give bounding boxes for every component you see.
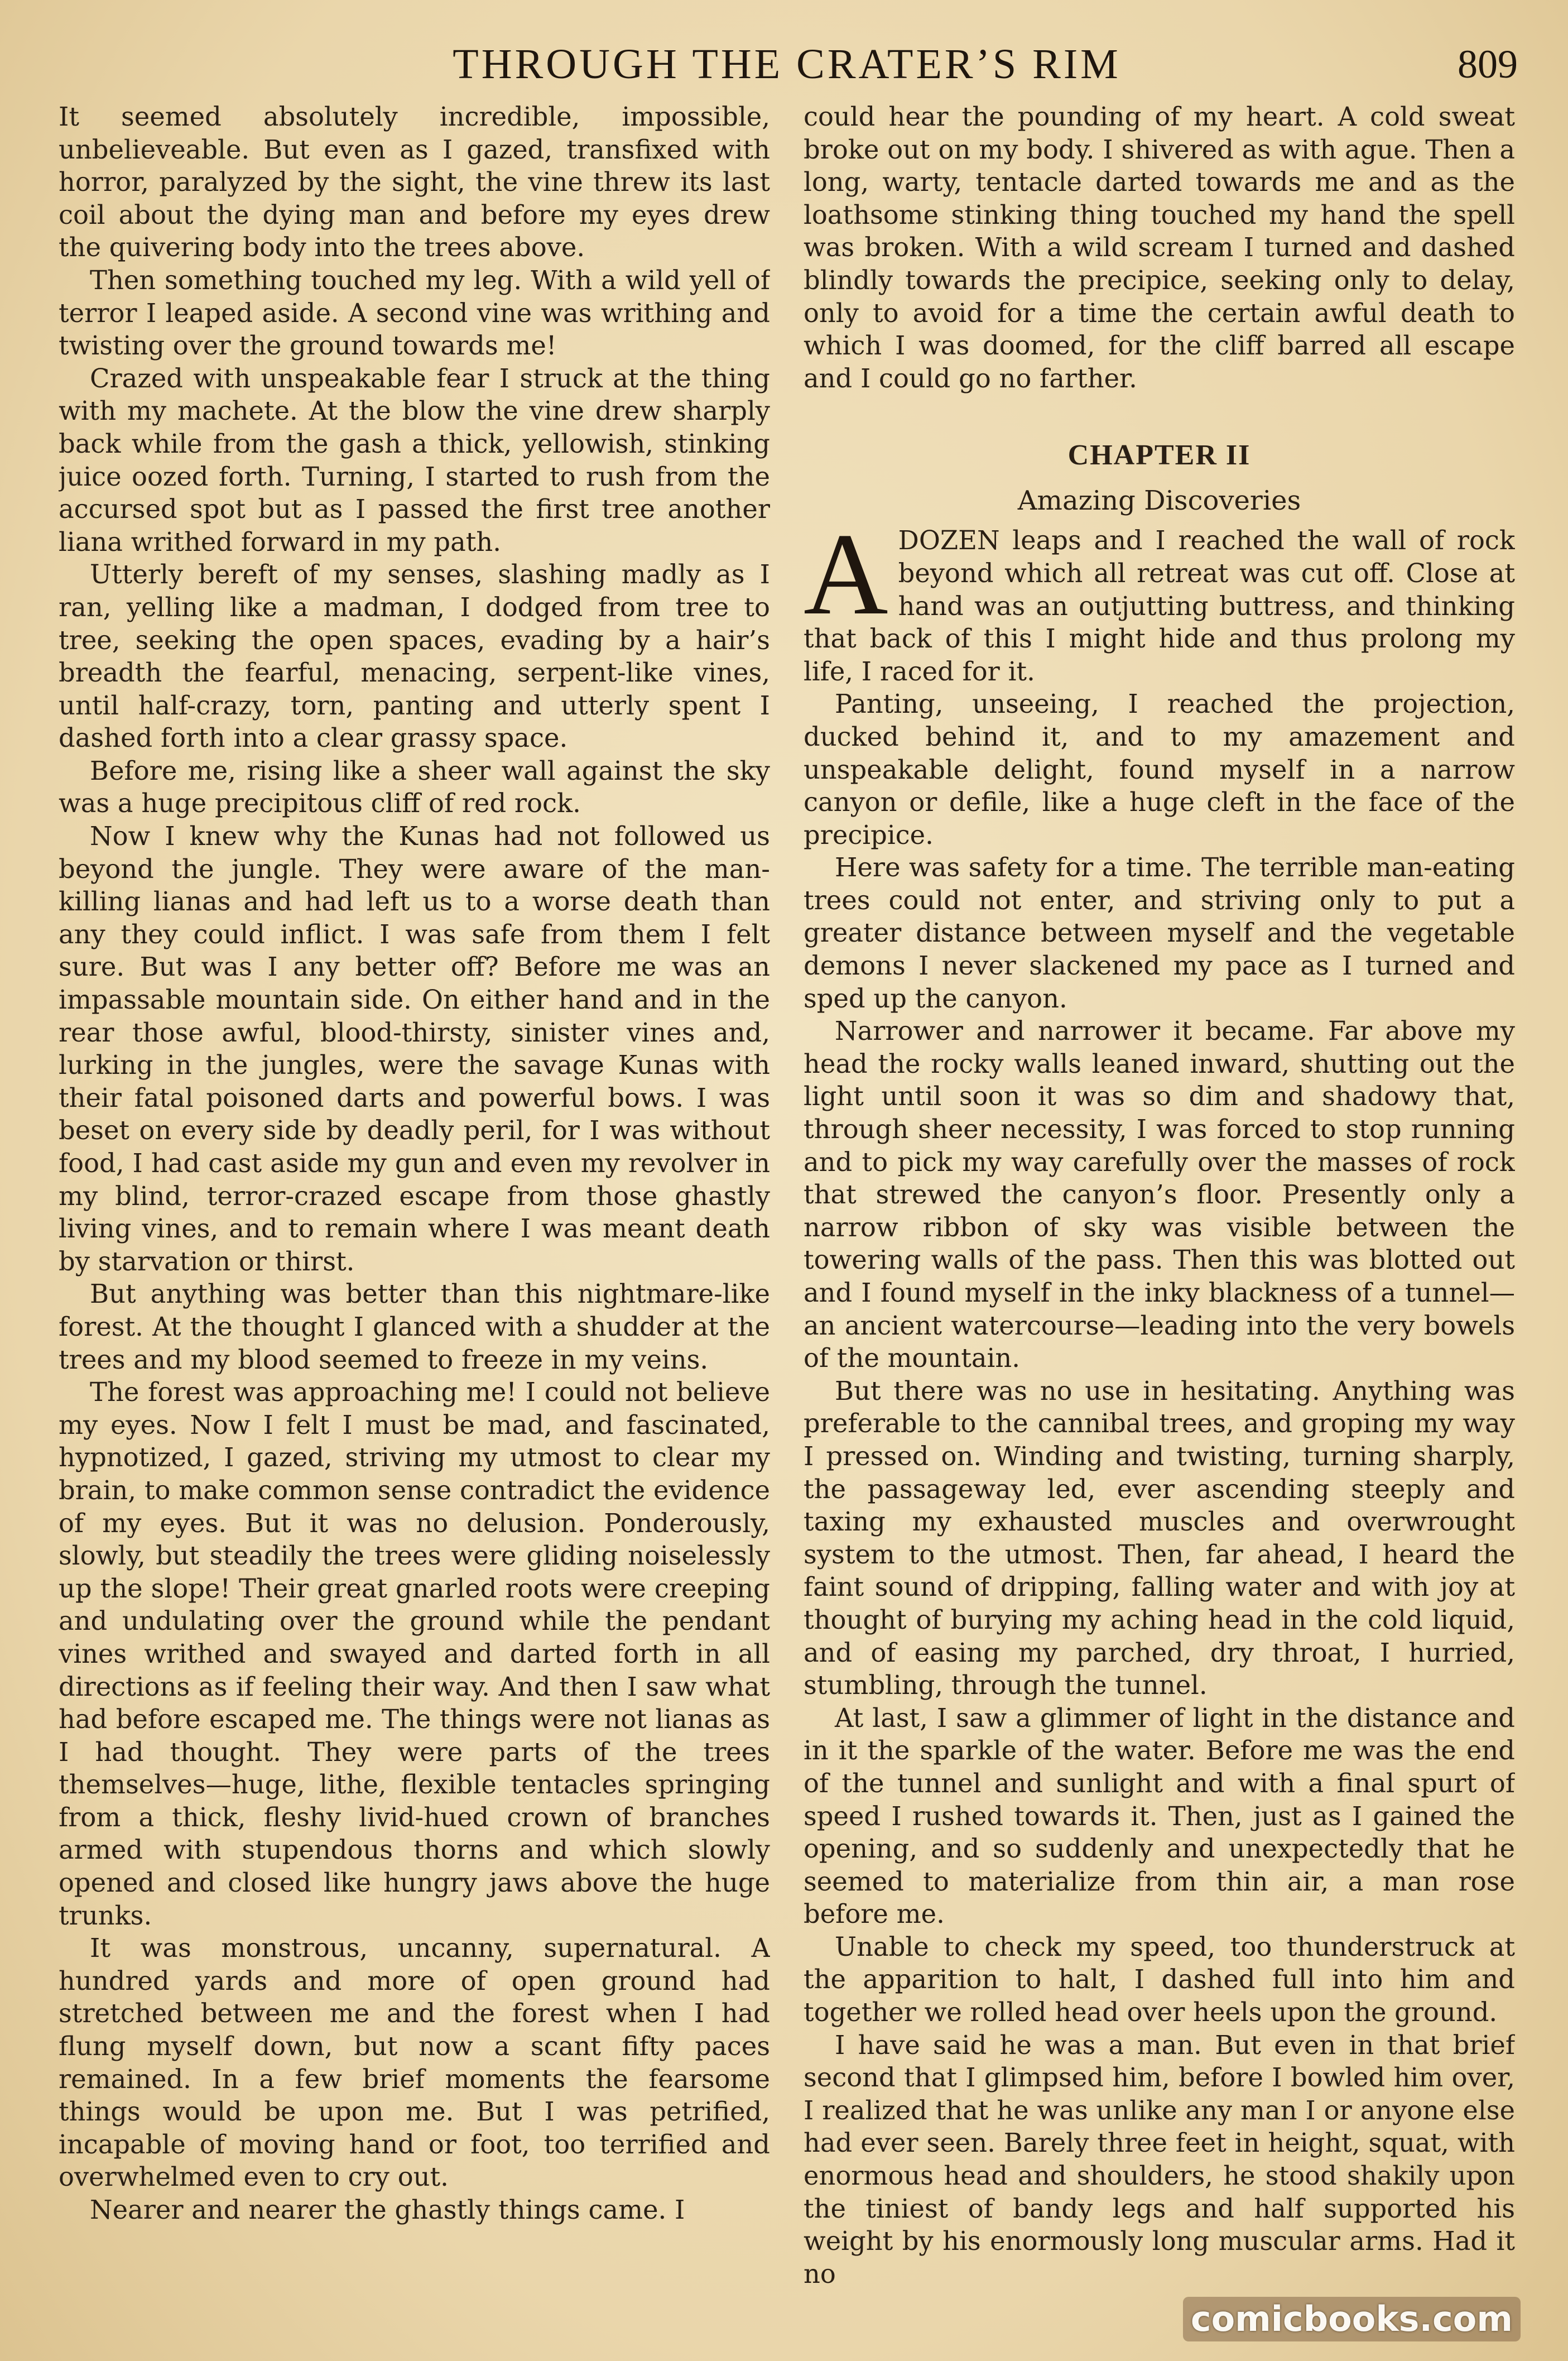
chapter-subtitle: Amazing Discoveries [1017, 485, 1301, 517]
right-column [804, 100, 1515, 2328]
paragraph: could hear the pounding of my heart. A cold sweat broke out on my body. I shivered as with ague. Then a long, warty, tentacle darted towards me and as the loathsome stinking thing touched my hand the spell was broken. With a wild scream I turned and dashed blindly towards the precipice, seeking only to delay, only to avoid for a time the certain awful death to which I was doomed, for the cliff barred all escape and I could go no farther. [804, 102, 1515, 394]
paragraph: Now I knew why the Kunas had not followed us beyond the jungle. They were aware of the man-killing lianas and had left us to a worse death than any they could inflict. I was safe from them I felt sure. But was I any better off? Before me was an impassable mountain side. On either hand and in the rear those awful, blood-thirsty, sinister vines and, lurking in the jungles, were the savage Kunas with their fatal poisoned darts and powerful bows. I was beset on every side by deadly peril, for I was without food, I had cast aside my gun and even my revolver in my blind, terror-crazed escape from those ghastly living vines, and to remain where I was meant death by starvation or thirst. [59, 821, 770, 1277]
drop-cap: A [804, 510, 888, 640]
paragraph: Here was safety for a time. The terrible man-eating trees could not enter, and striving only to put a greater distance between myself and the vegetable demons I never slackened my pace as I turned and sped up the canyon. [804, 852, 1515, 1014]
paragraph: Utterly bereft of my senses, slashing madly as I ran, yelling like a madman, I dodged from tree to tree, seeking the open spaces, evading by a hair’s breadth the fearful, menacing, serpent-like vines, until half-crazy, torn, panting and utterly spent I dashed forth into a clear grassy space. [59, 559, 770, 754]
paragraph: Then something touched my leg. With a wild yell of terror I leaped aside. A second vine was writhing and twisting over the ground towards me! [59, 265, 770, 361]
page-number: 809 [1458, 42, 1518, 87]
paragraph: It seemed absolutely incredible, impossible, unbelieveable. But even as I gazed, transfixed with horror, paralyzed by the sight, the vine threw its last coil about the dying man and before my eyes drew the quivering body into the trees above. [59, 102, 770, 263]
paragraph: I have said he was a man. But even in that brief second that I glimpsed him, before I bowled him over, I realized that he was unlike any man I or anyone else had ever seen. Barely three feet in height, squat, with enormous head and shoulders, he stood shakily upon the tiniest of bandy legs and half supported his weight by his enormously long muscular arms. Had it no [804, 2029, 1515, 2289]
site-watermark: comicbooks.com [1183, 2297, 1521, 2341]
paragraph: Crazed with unspeakable fear I struck at the thing with my machete. At the blow the vine drew sharply back while from the gash a thick, yellowish, stinking juice oozed forth. Turning, I started to rush from the accursed spot but as I passed the first tree another liana writhed forward in my path. [59, 363, 770, 557]
drop-cap-text: DOZEN leaps and I reached the wall of rock beyond which all retreat was cut off. Close at hand was an outjutting buttress, and thinking that back of this I might hide and thus prolong my life, I raced for it. [804, 525, 1515, 687]
paragraph: Panting, unseeing, I reached the projection, ducked behind it, and to my amazement and unspeakable delight, found myself in a narrow canyon or defile, like a huge cleft in the face of the precipice. [804, 689, 1515, 850]
left-column [59, 100, 770, 2328]
paragraph: Narrower and narrower it became. Far above my head the rocky walls leaned inward, shutting out the light until soon it was so dim and shadowy that, through sheer necessity, I was forced to stop running and to pick my way carefully over the masses of rock that strewed the canyon’s floor. Presently only a narrow ribbon of sky was visible between the towering walls of the pass. Then this was blotted out and I found myself in the inky blackness of a tunnel—an ancient watercourse—leading into the very bowels of the mountain. [804, 1016, 1515, 1374]
page-header [56, 33, 1518, 95]
paragraph: The forest was approaching me! I could not believe my eyes. Now I felt I must be mad, and fascinated, hypnotized, I gazed, striving my utmost to clear my brain, to make common sense contradict the evidence of my eyes. But it was no delusion. Ponderously, slowly, but steadily the trees were gliding noiselessly up the slope! Their great gnarled roots were creeping and undulating over the ground while the pendant vines writhed and swayed and darted forth in all directions as if feeling their way. And then I saw what had before escaped me. The things were not lianas as I had thought. They were parts of the trees themselves—huge, lithe, flexible tentacles springing from a thick, fleshy livid-hued crown of branches armed with stupendous thorns and which slowly opened and closed like hungry jaws above the huge trunks. [59, 1377, 770, 1931]
paragraph: At last, I saw a glimmer of light in the distance and in it the sparkle of the water. Before me was the end of the tunnel and sunlight and with a final spurt of speed I rushed towards it. Then, just as I gained the opening, and so suddenly and unexpectedly that he seemed to materialize from thin air, a man rose before me. [804, 1702, 1515, 1930]
drop-cap-paragraph [804, 510, 1515, 688]
paragraph: But anything was better than this nightmare-like forest. At the thought I glanced with a shudder at the trees and my blood seemed to freeze in my veins. [59, 1279, 770, 1375]
running-title: THROUGH THE CRATER’S RIM [453, 41, 1121, 88]
paragraph: It was monstrous, uncanny, supernatural. A hundred yards and more of open ground had stretched between me and the forest when I had flung myself down, but now a scant fifty paces remained. In a few brief moments the fearsome things would be upon me. But I was petrified, incapable of moving hand or foot, too terrified and overwhelmed even to cry out. [59, 1933, 770, 2192]
paragraph: But there was no use in hesitating. Anything was preferable to the cannibal trees, and groping my way I pressed on. Winding and twisting, turning sharply, the passageway led, ever ascending steeply and taxing my exhausted muscles and overwrought system to the utmost. Then, far ahead, I heard the faint sound of dripping, falling water and with joy at thought of burying my aching head in the cold liquid, and of easing my parched, dry throat, I hurried, stumbling, through the tunnel. [804, 1375, 1515, 1701]
paragraph: Before me, rising like a sheer wall against the sky was a huge precipitous cliff of red rock. [59, 755, 770, 819]
paragraph: Nearer and nearer the ghastly things came. I [90, 2195, 685, 2225]
paragraph: Unable to check my speed, too thunderstruck at the apparition to halt, I dashed full into him and together we rolled head over heels upon the ground. [804, 1931, 1515, 2028]
chapter-heading: CHAPTER II [1067, 439, 1251, 472]
